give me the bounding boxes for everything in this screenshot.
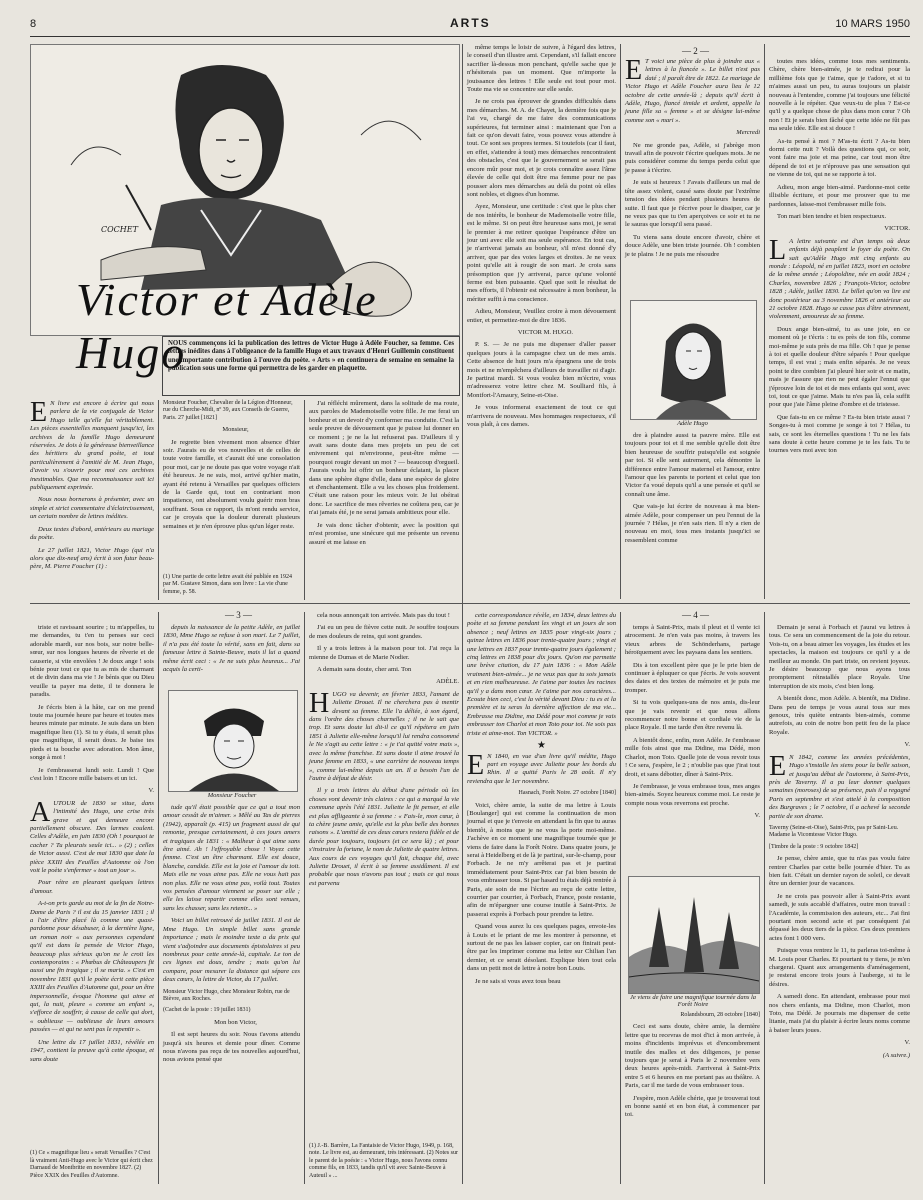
paragraph: N 1842, comme les années précédentes, Hugo s'installe les siens pour la belle saison, et jusqu'au début de l'automne, à Saint-Prix, près de Taverny. Il a pu leur donner quelques semaines (moroses) de sa présence, puis il a regagné Paris en septembre et s'est attelé à la composition des Burgraves ; le 7 octobre, il a achevé la seconde partie de son drame. <box>769 753 910 820</box>
column-1 <box>30 397 154 600</box>
paragraph: Pour rétre en pleurant quelques lettres d'amour. <box>30 879 154 895</box>
newspaper-title: ARTS <box>450 16 491 30</box>
column-rule <box>304 612 305 1184</box>
postmark: (Cachet de la poste : 19 juillet 1831) <box>163 1007 251 1014</box>
paragraph: dre à plaindre aussi ta pauvre mère. Elle est toujours pour toi et il me semble qu'elle doit être bien heureuse de souffrir puisqu'elle est soignée par toi. Si elle sent autrement, cela démontre la différence entre l'amour maternel et l'amour, entre l'amour que les parents te portent et celui que ton Victor t'a voué depuis qu'il a une pensée et qu'il se connaît une âme. <box>625 432 760 498</box>
footnote: (1) Ce « magnifique lieu » serait Versailles ? C'est là vraiment Anti-Hugo avec le Victor qui écrit chez Darnaud de Montbritte en novembre 1827. (2) Pièce XXIX des Feuilles d'Automne. <box>30 1150 153 1179</box>
drop-cap: E <box>467 749 485 781</box>
column-6 <box>769 58 910 600</box>
letter-day: Mercredi <box>736 129 760 137</box>
paragraph: Dis à ton excellent père que je le prie bien de continuer à épluquer ce que j'écris. Je vois souvent des dates et des textes de mémoire et je puis me tromper. <box>625 661 760 694</box>
paragraph: Adieu, Monsieur, Veuillez croire à mon dévouement entier, et permettez-moi de dire 1836. <box>467 308 616 324</box>
paragraph: Je ne crois pas éprouver de grandes difficultés dans mes démarches. M. A. de Chayet, la dernière fois que je l'ai vu, chargé de me faire des communications supérieures, fut terminer ainsi : maintenant que l'on a fait ce qu'on devait faire, vous pouvez vous attendre à tout. Ce sont ses propres termes. Si toutefois (car il faut, en effet, s'attendre à tout) mes démarches rencontraient des obstacles, c'est que le gouvernement se serait pas encore mûr pour moi, et je crois connaître assez l'âme élevée de celle qui doit être ma femme pour ne pas pousser alors mes démarches au delà du point où elles sont nobles, et dignes d'un homme. <box>467 98 616 198</box>
column-rule <box>764 44 765 599</box>
paragraph: Ton mari bien tendre et bien respectueux. <box>777 212 887 220</box>
paragraph: Je vous informerai exactement de tout ce qui m'arrivera de nouveau. Mes hommages respectueux, s'il vous plaît, à ces dames. <box>467 404 616 429</box>
section-number: — 4 — <box>682 610 709 620</box>
paragraph: Que vais-je lui écrire de nouveau à ma bien-aimée Adèle, pour compenser un peu l'ennui de la journée ? Hélas, je n'en sais rien. Il n'y a rien de nouveau en moi, tous mes instants jusqu'ici se ressemblent comme <box>625 503 760 544</box>
drop-cap: L <box>769 234 787 266</box>
foucher-portrait <box>168 690 298 792</box>
paragraph: Je regrette bien vivement mon absence d'hier soir. J'aurais eu de vos nouvelles et de celles de toute votre famille, et c'aurait été une consolation pour moi, car je ne doute pas que votre voyage n'ait été heureux. Je ne suis, moi, arrivé qu'hier matin, ayant été retenu à Versailles par quelques officiers de la Garde qui, tout en contrariant mon impatience, ont absolument voulu guérir mon bras souffrant. Sous ce rapport, ils m'ont rendu service, car je croyais que la douleur durerait plusieurs semaines et je n'en éprouve plus qu'un léger reste. <box>163 438 300 530</box>
paragraph: A samedi donc. En attendant, embrasse pour moi nos chers enfants, ma Didine, mon Charlot, mon Toto, ma Dédé. Je pourrais me dispenser de cette litanie, mais j'ai du plaisir à écrire leurs noms comme à baiser leurs joues. <box>769 993 910 1034</box>
signature: V. <box>148 787 154 795</box>
paragraph: Je t'embrasse, je vous embrasse tous, mes anges bien-aimés. Soyez heureux comme moi. Le reste je compte nous vous reverrons est proche. <box>625 782 760 807</box>
column-rule <box>620 44 621 599</box>
column-rule <box>158 400 159 600</box>
paragraph: Ayez, Monsieur, une certitude : c'est que le plus cher de nos intérêts, le bonheur de Mademoiselle votre fille, est le même. Si on peut être heureuse sans moi, je serai le premier à me retirer quoique l'espérance d'être un jour uni avec elle soit ma seule espérance. En tout cas, je n'arriverai jamais au bonheur, s'il m'est donné d'y arriver, que par des voies larges et droites. Je ne veux point qu'elle ait à rougir de son mari. Je crois sans présomption que j'y arriverai, parce qu'une volonté ferme est bien puissante. Quel que soit le résultat de mes efforts, il l'obtenir est nécessaire à mon bonheur, la mériter suffit à ma conscience. <box>467 203 616 303</box>
forest-drawing <box>629 877 759 993</box>
column-7 <box>30 624 154 1184</box>
signature: ADÈLE. <box>436 678 459 686</box>
paragraph: Quand vous aurez lu ces quelques pages, envoie-les à Louis et le priant de me les montrer à personne, et surtout de ne pas les laisser copier, car on finirait peut-être par les imprimer comme ma lettre sur Chilian l'an dernier, et ce serait désolant. Explique bien tout cela dans un petit mot de lettre à notre bon Louis. <box>467 923 616 973</box>
column-9 <box>309 612 459 1184</box>
paragraph: A bientôt donc, enfin, mon Adèle. Je t'embrasse mille fois ainsi que ma Didine, ma Dédé, mon Charlot, mon Toto. Quelle joie de vous revoir tous ! Ce sera, j'espère, le 2 ; n'oublie pas que j'irai tout droit, et sans débotter, dîner à Saint-Prix. <box>625 736 760 778</box>
column-4 <box>467 44 616 600</box>
paragraph: Demain je serai à Forbach et j'aurai vu lettres à tous. Ce sera un commencement de la joie du retour. Vois-tu, on a beau aimer les voyages, les études et les spectacles, la maison est toujours ce qu'il y a de meilleur au monde. On part triste, on revient joyeux. Je désire beaucoup que nous ayons tous promptement réinstallés place Royale. Une interruption de six mois, c'est bien long. <box>769 624 910 690</box>
issue-date: 10 MARS 1950 <box>835 18 910 30</box>
letter-address: Monsieur Victor Hugo, chez Monsieur Robin, rue de Bièvre, aux Roches. <box>163 988 290 1002</box>
paragraph: Je suis si heureux ! J'avais d'ailleurs un mal de tête assez violent, causé sans doute par l'extrême tension des idées pendant plusieurs heures de suite. Il faut que je t'écrive pour le dissiper, car je ne veux pas que tu t'en aperçoives ce soir et tu ne le sauras que lorsqu'il sera passé. <box>625 179 760 229</box>
drop-cap: E <box>30 397 48 428</box>
paragraph: T voici une pièce de plus à joindre aux « lettres à la fiancée ». Le billet n'est pas daté ; il paraît être de 1822. Le mariage de Victor Hugo et Adèle Foucher aura lieu le 12 octobre de cette année-là ; depuis qu'il écrit à Adèle, Hugo, fiancé timide et ardent, appelle la jeune fille sa « femme » et se désigne lui-même comme son « mari ». <box>625 58 760 124</box>
paragraph: Je vais donc tâcher d'obtenir, avec la position qui m'est promise, une sinécure qui me présente un revenu assuré et me laisse en <box>309 521 459 546</box>
signature: VICTOR. <box>884 225 910 233</box>
paragraph: même temps le loisir de suivre, à l'égard des lettres, le conseil d'un illustre ami. Cependant, s'il fallait encore sacrifier là-dessus mon penchant, qu'elle sache que je n'hésiterais pas un moment. Que m'importe la jouissance des lettres ! Elle seule est tout pour moi. Toute ma vie se concentre sur elle seule. <box>467 44 616 94</box>
paragraph: J'ai eu un peu de fièvre cette nuit. Je souffre toujours de mes douleurs de reins, qui sont grandes. <box>309 624 459 640</box>
paragraph: cela nous annonçait ton arrivée. Mais pas du tout ! <box>317 612 450 619</box>
paragraph: A lettre suivante est d'un temps où deux enfants déjà peuplent le foyer du poète. On sait qu'Adèle Hugo mit cinq enfants au monde : Léopold, né en juillet 1823, mort en octobre de la même année ; Léopoldine, née en août 1824 ; Charles, novembre 1826 ; François-Victor, octobre 1828 ; Adèle, juillet 1830. Le billet qu'on va lire est donc postérieur au 3 novembre 1826 et antérieur au 21 octobre 1828. Hugo se casse pas d'être atrennent, violemment, amoureux de sa femme. <box>769 237 910 321</box>
paragraph: A demain sans doute, cher ami. Ton <box>317 666 412 674</box>
page-header <box>30 14 910 37</box>
signature: V. <box>754 812 760 820</box>
paragraph: Si tu vois quelques-uns de nos amis, dis-leur que je vais revenir et que nous allons recommencer notre bonne et cordiale vie de la place Royale. Il me tarde d'en être revenu là. <box>625 699 760 732</box>
paragraph: cette correspondance révèle, en 1834, deux lettres du poète et sa femme pendant les vingt et un jours de son absence ; neuf lettres en 1835 pour vingt-six jours ; quinze lettres en 1836 pour trente-quatre jours ; vingt et une lettres en 1837 pour trente-quatre jours également ; cinq lettres en 1838 pour dix jours. Qu'on me permette une brève citation, du 17 juin 1836 : « Mon Adèle vraiment bien-aimée... je ne veux pas que tu sois jamais et en rien malheureuse. Je t'aime par toutes les racines qu'il y a dans mon cœur. Je t'aime par nos caractères... Ecoute bien ceci, c'est la vérité devant Dieu : tu es et la première et tu seras la dernière affection de ma vie... Embrasse ma Didine, ma Dédé pour moi comme je vais embrasser ton Charlot et mon Toto pour toi. Ne sois pas triste et aime-moi. Ton VICTOR. » <box>467 612 616 737</box>
to-be-continued: (A suivre.) <box>882 1051 910 1059</box>
paragraph: tude qu'il était possible que ce qui a tout mon amour cessât de m'aimer. » Mêlé au Tas de pierres (1942), apparaît (p. 415) un fragment aussi de qui remonte, presque certainement, à ces jours amers et tragiques de 1831 : « Malheur à qui aime sans être aimé. Ah ! l'effroyable chose ! Voyez cette femme. C'est un être charmant. Elle est douce, blanche, candide. Elle est la joie et l'amour du toit. Mais elle ne vous aime pas. Elle ne vous hait pas non plus. Elle ne vous aime pas, voilà tout. Toutes vos pensées d'amour viennent se poser sur elle ; elle les laisse repartir comme elles sont venues, sans les chasser, sans les retenir... » <box>163 804 300 912</box>
postscript: P. S. — Je ne puis me dispenser d'aller passer quelques jours à la campagne chez un de mes amis. Cette absence de huit jours m'a épargnera une de trois mois et ne m'empêchera d'ailleurs de travailler ni d'agir. Je partirai mardi. Si vous voulez bien m'écrire, vous m'adresserez votre lettre chez M. Soulliard fils, à Montfort-l'Amaury, Seine-et-Oise. <box>467 341 616 399</box>
paragraph: Voici un billet retrouvé de juillet 1831. Il est de Mme Hugo. Un simple billet sans grande importance ; mais le moindre texte a du prix qui vient s'adjoindre aux documents épistolaires si peu nombreux pour cette année-là, capitale. Le ton de ces lignes est doux, tendre ; mais qu'on lui compare, pour mesurer la distance qui sépare ces deux cœurs, la lettre de Victor, du 17 juillet. <box>163 917 300 984</box>
paragraph: As-tu pensé à moi ? M'as-tu écrit ? As-tu bien dormi cette nuit ? Voilà des questions qui, ce soir, vont faire ma joie et ma peine, car tout mon être dépend de toi et je n'éprouve pas une sensation qui ne vienne de toi, qui ne se rapporte à toi. <box>769 137 910 179</box>
page-number: 8 <box>30 18 37 30</box>
letter-place-date: Hasnach, Forêt Noire. 27 octobre [1840] <box>518 790 616 797</box>
adele-caption: Adèle Hugo <box>677 420 708 427</box>
paragraph: triste et ravissant sourire ; tu m'appelles, tu me demandes, tu t'en tu penses sur ceci adorable mardi, sur nos bois, sur notre belle-sœur, sur nos longues heures de rêverie et de causerie, si vite envolées ! Je doux ange ! sois bénie pour tout ce que tu as mis de charmant et de divin dans ma vie ! Je bénis que ou Dieu veuille ta payer ma dette, il te donnera le paradis. <box>30 624 154 699</box>
paragraph: Ceci est sans doute, chère amie, la dernière lettre que tu recevras de moi d'ici à mon arrivée, à moins d'incidents imprévus et d'encombrement inutile des malles et des diligences, je pense toujours que je serai à Paris le 2 novembre vers deux heures après-midi. J'arriverai à Saint-Prix entre 5 et 6 heures en me portant pas au théâtre. A Paris, car il me tarde de vous embrasser tous. <box>625 1023 760 1090</box>
paragraph: toutes mes idées, comme tous mes sentiments. Chère, chère bien-aimée, je te redirai pour la millième fois que je t'aime, que je t'adore, et si tu m'aimes aussi un peu, tu auras toujours un plaisir nouveau à l'entendre, comme j'ai toujours une félicité nouvelle à le répéter. Que veux-tu de plus ? Est-ce qu'il y a quelque chose de plus dans mon cœur ? Oh non ! Et je serais bien fâché que cette idée ne fût pas ma seule idée. Elle est si douce ! <box>769 58 910 133</box>
drop-cap: H <box>309 687 330 719</box>
column-10 <box>467 612 616 1184</box>
paragraph: Que fais-tu en ce même ? Es-tu bien triste aussi ? Songes-tu à moi comme je songe à toi ? Hélas, tu sais, ce sont les éternelles questions ! Tu ne les fais sans doute à cette heure comme je te les fais. Tu te tournes vers moi avec ton <box>769 413 910 455</box>
postmark: [Timbre de la poste : 9 octobre 1842] <box>769 843 859 850</box>
banner-title: Victor et Adèle Hugo <box>76 274 378 378</box>
paragraph: Il y a trois lettres à la maison pour toi. J'ai reçu la mienne de Dumas et de Marie Nodier. <box>309 645 459 661</box>
paragraph: Il est sept heures du soir. Nous t'avons attendu jusqu'à six heures et demie pour dîner. Comme nous n'avons pas reçu de tes nouvelles aujourd'hui, nous avions pensé que <box>163 1031 300 1064</box>
column-12 <box>769 624 910 1184</box>
paragraph: UTOUR de 1830 se situe, dans l'intimité des Hugo, une crise très grave et qui demeure encore partiellement obscure. Des larmes coulent. Celles d'Adèle, en juin 1830 (Oh ! pourquoi te cacher ? Tu pleurais seule ici... » (2) ; celles de Victor aussi. C'est de mai 1830 que date la pièce XXIII des Feuilles d'Automne où l'on voit le poète s'enfermer « tout un jour ». <box>30 799 154 874</box>
column-8-continued <box>163 804 300 1184</box>
adele-drawing <box>631 301 756 419</box>
column-5-continued <box>625 432 760 600</box>
drop-cap: A <box>30 796 51 828</box>
paragraph: Adieu, mon ange bien-aimé. Pardonne-moi cette illisible écriture, et pour me prouver que tu me pardonnes, laisse-moi t'embrasser mille fois. <box>769 183 910 208</box>
center-divider <box>462 44 463 1184</box>
foucher-drawing <box>169 691 297 791</box>
column-rule <box>304 400 305 600</box>
paragraph: Tu viens sans doute encore d'avoir, chère et douce Adèle, une bien triste journée. Oh ! combien je te plains ! Je ne puis me résoudre <box>625 233 760 258</box>
paragraph: J'ai réfléchi mûrement, dans la solitude de ma route, aux paroles de Mademoiselle votre fille. Je me ferai un bonheur et un devoir d'y conformer ma conduite. C'est la seule preuve de dévouement que je puisse lui donner en ce moment ; je ne la lui refuserai pas. D'ailleurs il y avait sans doute dans mes projets un peu de cet enivrement qui m'environne, peut-être même — pourquoi rougir devant un mot ? — beaucoup d'orgueil. J'aurais voulu lui offrir un bonheur éclatant, la placer dans une sphère digne d'elle, dans une espèce de gloire et d'enchantement. Elle a vu les choses plus froidement. C'était une raison pour les mieux voir. Je lui obéirai donc. Le sacrifice de mes rêveries ne coûtera peu, car je n'ai jamais été, je ne serai jamais ambitieux pour elle. <box>309 400 459 517</box>
paragraph: J'espère, mon Adèle chérie, que je trouverai tout en bonne santé et en bon état, à commencer par toi. <box>625 1094 760 1119</box>
column-rule <box>764 612 765 1184</box>
paragraph: Doux ange bien-aimé, tu as une joie, en ce moment où je t'écris : tu es près de ton fils, comme moi-même je suis près de ma fille. Oh ! que je pense à toi et quelle douleur d'être séparés ! Pour quelque temps, il est vrai ; mais enfin séparés. Je ne veux point te dire combien j'ai pleuré hier soir et ce matin, mais je t'assure que rien ne peut égaler l'ennui que j'éprouve loin de toi et de mes enfants qui sont, avec toi, tout ce que j'aime. Mais tu n'es pas là, cela suffit pour que j'aie l'âme pleine d'ombre et de tristesse. <box>769 325 910 409</box>
paragraph: Je t'écris bien à la hâte, car on me prend toute ma journée heure par heure et toutes mes heures minute par minute. Je suis dans un bien magnifique lieu (1). Si tu y étais, il serait plus que magnifique, il serait doux. Je baise tes pieds et ta bouche avec adoration. Mon âme, songe à moi ! <box>30 703 154 762</box>
paragraph: Ne me gronde pas, Adèle, si j'abrège mon travail afin de pouvoir t'écrire quelques mots. Je ne puis considérer comme du temps perdu celui que je passe à t'écrire. <box>625 141 760 174</box>
column-8 <box>163 624 300 684</box>
paragraph: A-t-on pris garde au mot de la fin de Notre-Dame de Paris ? il est du 15 janvier 1831 ; il a l'air d'être placé là comme une quasi-pardonne pour désabuser, à la dernière ligne, un roman noir « aux personnes cependant qu'il est dans la pensée de Victor Hugo, beaucoup plus sérieux qu'on ne le croit les contemporains : « Phœbus de Châteaupers fit aussi une fin tragique ; il se maria. » C'est en novembre 1831 qu'il le poète écrit cette pièce XXIII des Feuilles d'Automne qui, pour un être impersonnelle, évoque l'homme qui aime et qui, la nuit, pleure « comme un enfant », s'efforce de souffrir, à cause de celle qui dort, « oublieuse — oublieuse de leurs amours passées — et qui ne sent pas le repentir ». <box>30 900 154 1034</box>
column-rule <box>158 612 159 1184</box>
paragraph: Deux textes d'abord, antérieurs au mariage du poète. <box>30 525 154 542</box>
forest-caption: Je viens de faire une magnifique tournée dans la Forêt Noire <box>629 994 757 1008</box>
star-separator: ★ <box>537 740 546 752</box>
paragraph: Je t'embrasserai lundi soir. Lundi ! Que c'est loin ! Encore mille baisers et un ici. <box>30 766 154 782</box>
adele-hugo-portrait <box>630 300 757 420</box>
paragraph: UGO va devenir, en février 1833, l'amant de Juliette Drouet. Il ne cherchera pas à mentir devant sa femme. Elle l'a déliée, à son égard, dans l'ordre des choses charnelles ; il ne le sait que trop. Et sans doute lui dit-il ce qu'il répétera en juin 1851 à Juliette elle-même lorsqu'il lui rendra consommé le Ne s'agit au cette lettre : « je t'ai quitté votre mais », avec la même franchise. Et sans doute il aime trouvé la jeune femme en 1833, « une carrière de nouveau temps », comme lui-même depuis un an. Il a besoin l'un de l'autre à défaut de désir. <box>309 690 459 782</box>
paragraph: temps à Saint-Prix, mais il pleut et il vente ici atrocement. Je n'en vais pas moins, à travers les vieux arbres de Schönderhans, partage héroïquement avec les paysans dans les sentiers. <box>625 624 760 657</box>
letter-address: Monsieur Foucher, Chevalier de la Légion d'Honneur, rue du Cherche-Midi, nº 39, aux Conseils de Guerre, Paris. 27 juillet [1821] <box>163 400 293 421</box>
paragraph: N 1840, en vue d'un livre qu'il médite, Hugo part en voyage avec Juliette pour les bords du Rhin. Il a quitté Paris le 28 août. Il n'y reviendra que le 1er novembre. <box>467 752 616 785</box>
column-rule <box>620 612 621 1184</box>
section-number: — 2 — <box>682 46 709 56</box>
salutation: Mon bon Victor, <box>214 1018 257 1026</box>
artist-signature: COCHET <box>101 225 138 234</box>
paragraph: Le 27 juillet 1821, Victor Hugo (qui n'a alors que dix-neuf ans) écrit à son futur beau-père, M. Pierre Foucher (1) : <box>30 546 154 571</box>
drop-cap: E <box>769 750 787 782</box>
column-5 <box>625 55 760 298</box>
column-11-continued <box>625 1012 760 1184</box>
paragraph: Il y a trois lettres du début d'une période où les choses vont devenir très claires : ce qui a marqué la vie commune après l'été 1831. Juliette le fit penser, et elle est plus affligeante à sa femme : « Fais-le, mon cœur, à ta chère jeune amie, qu'elle est la plus belle des bonnes raisons ». L'amitié de ces deux cœurs restera fidèle et de durée pour toujours, toujours (et ce sera là) ; et pour s'instruire la fortune, le nom de Juliette de quatre lettres. Aux cours de ces voyages qu'il fait, chaque été, avec Juliette Drouet, il écrit à sa femme assidûment. Il est probable que nous n'avons pas tout ; mais ce qui nous est parvenu <box>309 787 459 887</box>
column-3 <box>309 400 459 600</box>
column-11 <box>625 624 760 874</box>
salutation: Monsieur, <box>222 426 249 434</box>
paragraph: Je pense, chère amie, que tu n'as pas voulu faire rentrer Charles par cette belle journée d'hier. Tu as bien fait. C'était un dernier rayon de soleil, ce devait être un dernier jour de vacances. <box>769 855 910 888</box>
letter-place-date: Rolandsbourn, 28 octobre [1840] <box>680 1012 760 1018</box>
middle-divider <box>30 603 910 604</box>
forest-illustration <box>628 876 760 994</box>
paragraph: Une lettre du 17 juillet 1831, révélée en 1947, contient la preuve qu'à cette époque, et sans doute <box>30 1038 154 1063</box>
paragraph: depuis la naissance de la petite Adèle, en juillet 1830, Mme Hugo se refuse à son mari. Le 7 juillet, il n'a pas été toute la vérité, sans en fait, dans sa fameuse lettre à Sainte-Beuve, mais il lui a quand même écrit ceci : « Je ne suis plus heureux... J'ai acquis la certi- <box>163 624 300 674</box>
paragraph: Voici, chère amie, la suite de ma lettre à Louis [Boulanger] qui est comme la continuation de mon journal et que je t'envoie en attendant la fin que tu auras bientôt, à moins que je ne vous la porte moi-même. J'achève en ce moment une magnifique tournée que je viens de faire dans la Forêt Noire. Dans quatre jours, je serai à Heidelberg et de là je partirai, sur-le-champ, pour Forbach. Je ne m'y arrêterai pas et je partirai immédiatement pour Saint-Prix car j'ai bien besoin de vous embrasser tous. Si par hasard tu étais déjà rentrée à Paris, aie soin de me l'écrire au reçu de cette lettre, courrier par courrier, à Forbach, France, poste restante, afin de m'épargner une course inutile à Saint-Prix. Je passerai exprès à Forbach pour prendre ta lettre. <box>467 801 616 918</box>
foucher-caption: Monsieur Foucher <box>207 792 257 799</box>
paragraph: Nous nous bornerons à présenter, avec un simple et strict commentaire d'éclaircissement, un certain nombre de lettres inédites. <box>30 496 154 521</box>
intro-box: NOUS commençons ici la publication des lettres de Victor Hugo à Adèle Foucher, sa femme. Ces lettres inédites dans à l'obligeance de la famille Hugo et aux travaux d'Henri Guillemin constituent une importante contribution à l'œuvre du poète. « Arts » en continuera de semaine en semaine la publication sous une forme qui permettra de les garder en plaquette. <box>162 336 460 396</box>
signature: V. <box>904 741 910 749</box>
drop-cap: E <box>625 55 643 86</box>
column-2 <box>163 400 300 600</box>
signature: V. <box>904 1039 910 1047</box>
footnote: (1) Une partie de cette lettre avait été publiée en 1924 par M. Gustave Simon, dans son livre : La vie d'une femme, p. 58. <box>163 573 292 595</box>
paragraph: Puisque vous rentrez le 11, tu parleras toi-même à M. Louis pour Charles. Et pourtant tu y tiens, je m'en chargerai. Quant aux arrangements d'aménagement, je resterai encore trois jours à l'auberge, si tu le désires. <box>769 947 910 988</box>
footnote: (1) J.-B. Barrère, La Fantaisie de Victor Hugo, 1949, p. 168, note. Le livre est, au demeurant, très intéressant. (2) Notes sur le parent de la poésie : « Victor Hugo, nous l'avons connu comme fils, en 1833, tandis qu'il vit avec Sainte-Beuve à Auteuil » ... <box>309 1142 458 1179</box>
signature: VICTOR M. HUGO. <box>517 329 574 336</box>
paragraph: A bientôt donc, mon Adèle. A bientôt, ma Didine. Dans peu de temps je vous aurai tous sur mes genoux, très quiète entrants bien-aimés, comme autrefois, au coin de notre bon petit feu de la place Royale. <box>769 695 910 736</box>
paragraph: N livre est encore à écrire qui nous parlera de la vie conjugale de Victor Hugo telle qu'elle fut véritablement. Les pièces essentielles manquent jusqu'ici, les archives de la famille Hugo demeurant réservées. Je dois à la généreuse bienveillance des héritiers du grand poète, et tout particulièrement à l'amitié de M. Jean Hugo, d'avoir vu s'ouvrir pour moi ces archives inestimables. Que ma reconnaissance soit ici publiquement exprimée. <box>30 400 154 492</box>
section-number: — 3 — <box>225 610 252 620</box>
paragraph: Je ne crois pas pouvoir aller à Saint-Prix avant samedi, je suis accablé d'affaires, outre mon travail : l'Académie, la commission des auteurs, etc... J'ai fini pourtant mon second acte et par conséquent j'ai dépassé les deux tiers de la pièce. Ces deux premiers actes font 1 000 vers. <box>769 892 910 942</box>
letter-address: Taverny (Seine-et-Oise), Saint-Prix, pas pr Saint-Leu. Madame la Vicomtesse Victor Hugo. <box>769 824 899 839</box>
paragraph: Je ne sais si vous avez tous beau <box>475 977 561 985</box>
